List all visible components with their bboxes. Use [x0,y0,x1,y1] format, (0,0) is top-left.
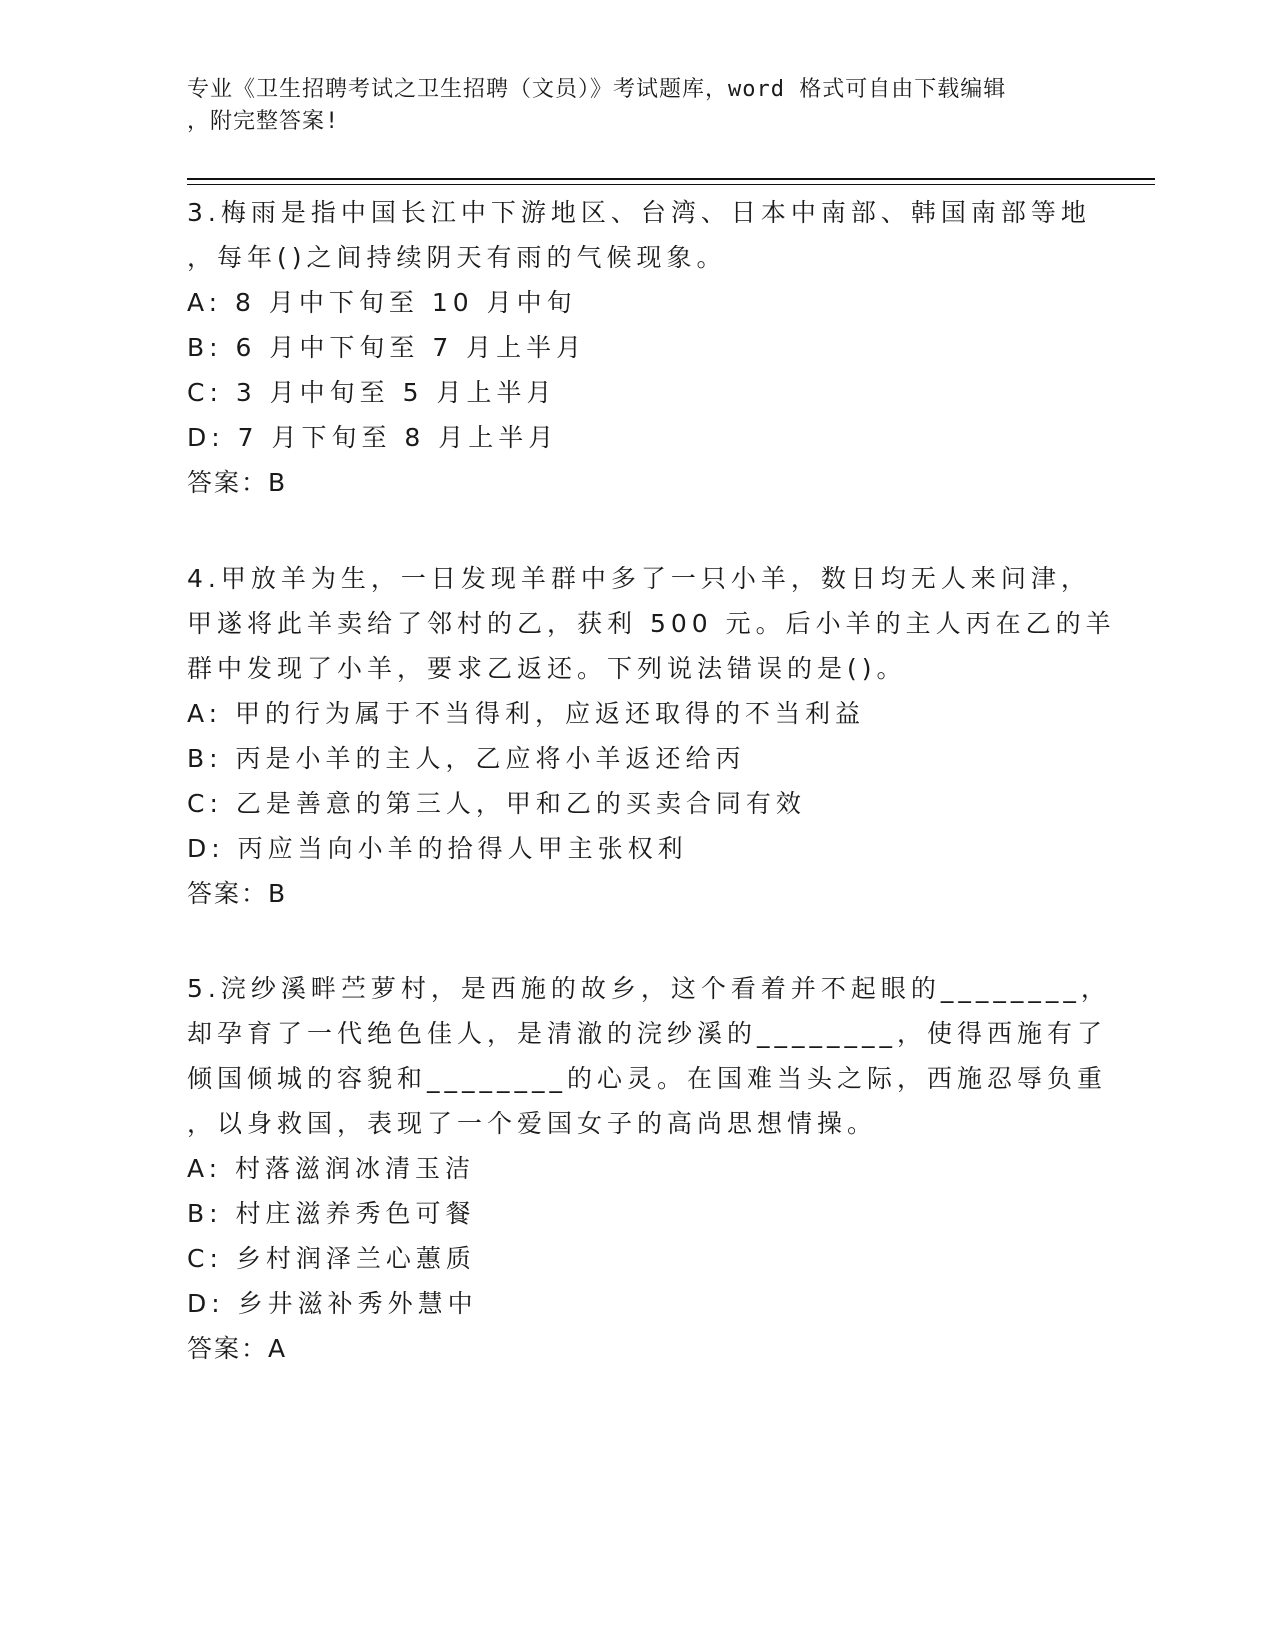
option-d: D: 7 月下旬至 8 月上半月 [187,423,559,452]
answer-label: 答案：A [187,1334,288,1363]
option-b: B: 丙是小羊的主人，乙应将小羊返还给丙 [187,744,746,773]
answer-label: 答案：B [187,879,288,908]
option-c: C: 3 月中旬至 5 月上半月 [187,378,557,407]
option-c: C: 乙是善意的第三人，甲和乙的买卖合同有效 [187,789,806,818]
question-5 [187,966,1111,1371]
question-4 [187,556,1116,916]
header-line-1: 专业《卫生招聘考试之卫生招聘（文员）》考试题库，word 格式可自由下载编辑 [187,77,1007,102]
header-line-2: ，附完整答案! [187,109,340,134]
question-3 [187,190,1091,505]
question-text-line: 群中发现了小羊，要求乙返还。下列说法错误的是()。 [187,654,907,683]
option-a: A: 甲的行为属于不当得利，应返还取得的不当利益 [187,699,866,728]
option-b: B: 6 月中下旬至 7 月上半月 [187,333,587,362]
question-text-line: 倾国倾城的容貌和________的心灵。在国难当头之际，西施忍辱负重 [187,1064,1108,1093]
option-a: A: 村落滋润冰清玉洁 [187,1154,476,1183]
option-b: B: 村庄滋养秀色可餐 [187,1199,476,1228]
option-d: D: 丙应当向小羊的拾得人甲主张权利 [187,834,688,863]
header-divider-thin [187,184,1155,185]
option-c: C: 乡村润泽兰心蕙质 [187,1244,476,1273]
question-text-line: 甲遂将此羊卖给了邻村的乙，获利 500 元。后小羊的主人丙在乙的羊 [187,609,1116,638]
question-text-line: 3.梅雨是指中国长江中下游地区、台湾、日本中南部、韩国南部等地 [187,198,1091,227]
question-text-line: 4.甲放羊为生，一日发现羊群中多了一只小羊，数日均无人来问津， [187,564,1091,593]
question-text-line: ，以身救国，表现了一个爱国女子的高尚思想情操。 [187,1109,878,1138]
header-divider-thick [187,178,1155,180]
document-header [187,74,1087,138]
option-a: A: 8 月中下旬至 10 月中旬 [187,288,577,317]
option-d: D: 乡井滋补秀外慧中 [187,1289,478,1318]
question-text-line: 5.浣纱溪畔苎萝村，是西施的故乡，这个看着并不起眼的________， [187,974,1111,1003]
question-text-line: ，每年()之间持续阴天有雨的气候现象。 [187,243,727,272]
answer-label: 答案：B [187,468,288,497]
question-text-line: 却孕育了一代绝色佳人，是清澈的浣纱溪的________，使得西施有了 [187,1019,1108,1048]
